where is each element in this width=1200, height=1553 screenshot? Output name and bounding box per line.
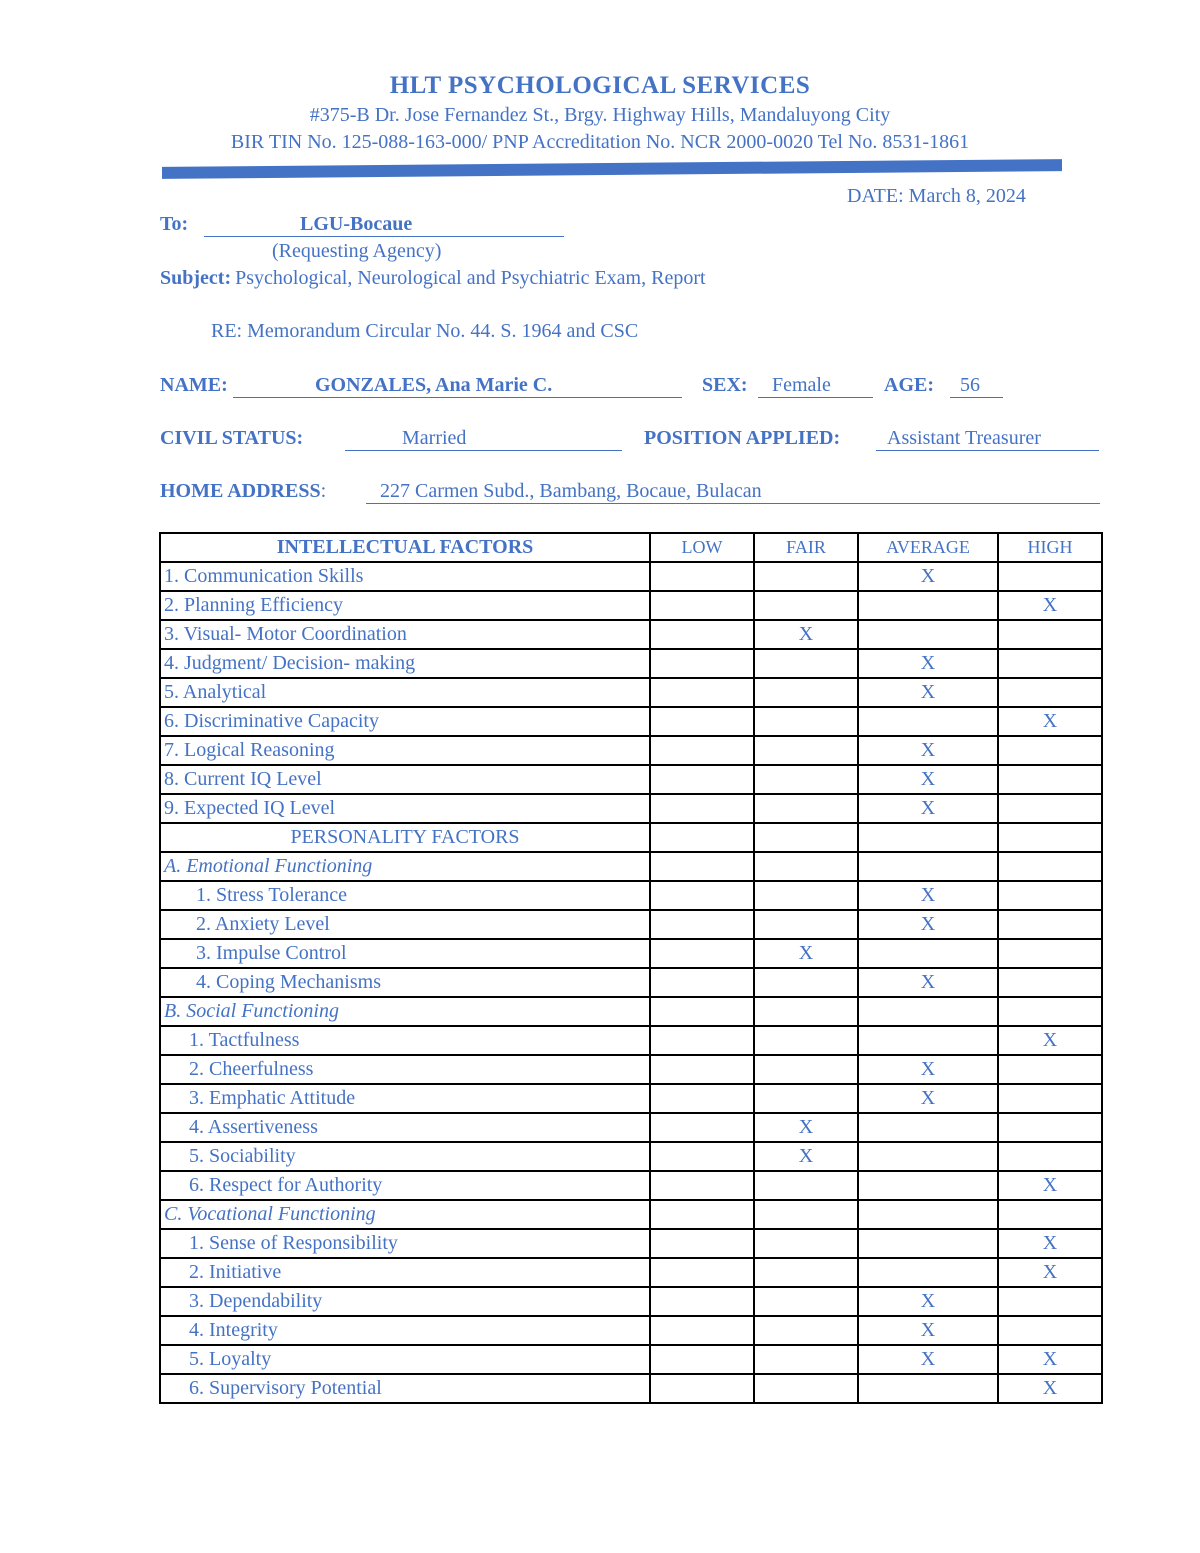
- rating-cell-high: [998, 562, 1102, 591]
- rating-cell-high: X: [998, 1374, 1102, 1403]
- sex-value: Female: [758, 374, 873, 398]
- rating-cell-average: X: [858, 1316, 998, 1345]
- rating-cell-fair: X: [754, 1142, 858, 1171]
- rating-cell-fair: [754, 823, 858, 852]
- home-address-label-group: [160, 480, 326, 503]
- rating-cell-low: [650, 823, 754, 852]
- rating-cell-fair: [754, 1229, 858, 1258]
- rating-cell-fair: [754, 736, 858, 765]
- rating-cell-high: [998, 910, 1102, 939]
- section-label: B. Social Functioning: [160, 997, 650, 1026]
- rating-cell-fair: [754, 852, 858, 881]
- factor-label: 6. Supervisory Potential: [160, 1374, 650, 1403]
- table-heading-row: [160, 823, 1102, 852]
- factor-label: 2. Cheerfulness: [160, 1055, 650, 1084]
- table-row: [160, 1055, 1102, 1084]
- rating-cell-fair: [754, 649, 858, 678]
- rating-cell-low: [650, 707, 754, 736]
- rating-cell-low: [650, 1287, 754, 1316]
- rating-cell-low: [650, 794, 754, 823]
- rating-cell-average: X: [858, 678, 998, 707]
- factor-label: 2. Anxiety Level: [160, 910, 650, 939]
- table-row: [160, 765, 1102, 794]
- factor-label: 1. Tactfulness: [160, 1026, 650, 1055]
- rating-cell-high: [998, 823, 1102, 852]
- report-date: DATE: March 8, 2024: [847, 185, 1026, 207]
- rating-cell-average: [858, 1200, 998, 1229]
- factor-label: 6. Discriminative Capacity: [160, 707, 650, 736]
- rating-cell-low: [650, 1229, 754, 1258]
- rating-cell-average: X: [858, 1055, 998, 1084]
- rating-cell-low: [650, 736, 754, 765]
- table-row: [160, 678, 1102, 707]
- table-row: [160, 1229, 1102, 1258]
- rating-cell-average: [858, 1142, 998, 1171]
- rating-cell-high: X: [998, 1345, 1102, 1374]
- subject-line: [160, 267, 706, 290]
- factor-label: 4. Integrity: [160, 1316, 650, 1345]
- table-row: [160, 968, 1102, 997]
- rating-cell-fair: [754, 1316, 858, 1345]
- age-value: 56: [950, 374, 1003, 398]
- rating-cell-fair: [754, 765, 858, 794]
- table-row: [160, 1287, 1102, 1316]
- table-row: [160, 1113, 1102, 1142]
- factor-label: 8. Current IQ Level: [160, 765, 650, 794]
- table-row: [160, 562, 1102, 591]
- sex-label: SEX:: [702, 374, 748, 396]
- table-row: [160, 1258, 1102, 1287]
- rating-cell-fair: [754, 1026, 858, 1055]
- rating-cell-average: X: [858, 1345, 998, 1374]
- rating-cell-high: [998, 881, 1102, 910]
- factor-label: 6. Respect for Authority: [160, 1171, 650, 1200]
- table-row: [160, 736, 1102, 765]
- rating-cell-low: [650, 852, 754, 881]
- header-divider: [162, 159, 1062, 179]
- civil-status-value: Married: [345, 427, 622, 451]
- rating-cell-fair: [754, 1374, 858, 1403]
- table-row: [160, 1142, 1102, 1171]
- rating-cell-high: [998, 968, 1102, 997]
- rating-cell-average: X: [858, 794, 998, 823]
- rating-cell-low: [650, 1055, 754, 1084]
- rating-cell-fair: X: [754, 939, 858, 968]
- factor-label: 1. Communication Skills: [160, 562, 650, 591]
- rating-cell-high: [998, 649, 1102, 678]
- table-row: [160, 794, 1102, 823]
- rating-cell-average: [858, 1171, 998, 1200]
- table-row: [160, 910, 1102, 939]
- organization-address: #375-B Dr. Jose Fernandez St., Brgy. Highway Hills, Mandaluyong City: [309, 104, 891, 126]
- header-fair: FAIR: [754, 533, 858, 562]
- rating-cell-average: [858, 1374, 998, 1403]
- rating-cell-high: [998, 1142, 1102, 1171]
- rating-cell-low: [650, 910, 754, 939]
- factor-label: 3. Impulse Control: [160, 939, 650, 968]
- rating-cell-average: X: [858, 1084, 998, 1113]
- rating-cell-high: [998, 1200, 1102, 1229]
- organization-registration: BIR TIN No. 125-088-163-000/ PNP Accreditation No. NCR 2000-0020 Tel No. 8531-1861: [230, 131, 970, 153]
- rating-cell-average: X: [858, 765, 998, 794]
- rating-cell-high: X: [998, 1026, 1102, 1055]
- rating-cell-high: X: [998, 1258, 1102, 1287]
- home-address-value: 227 Carmen Subd., Bambang, Bocaue, Bulacan: [366, 480, 1100, 504]
- rating-cell-high: [998, 1084, 1102, 1113]
- table-row: [160, 591, 1102, 620]
- rating-cell-average: X: [858, 910, 998, 939]
- rating-cell-low: [650, 765, 754, 794]
- home-address-label: HOME ADDRESS: [160, 480, 321, 502]
- table-row: [160, 881, 1102, 910]
- rating-cell-low: [650, 1200, 754, 1229]
- rating-cell-low: [650, 1084, 754, 1113]
- header-high: HIGH: [998, 533, 1102, 562]
- rating-cell-fair: [754, 1171, 858, 1200]
- factor-label: 3. Emphatic Attitude: [160, 1084, 650, 1113]
- rating-cell-low: [650, 968, 754, 997]
- rating-cell-average: [858, 1229, 998, 1258]
- factor-label: 5. Loyalty: [160, 1345, 650, 1374]
- rating-cell-low: [650, 1171, 754, 1200]
- rating-cell-high: [998, 1287, 1102, 1316]
- rating-cell-fair: [754, 1258, 858, 1287]
- table-section-row: [160, 997, 1102, 1026]
- rating-cell-fair: [754, 1055, 858, 1084]
- rating-cell-high: X: [998, 707, 1102, 736]
- rating-cell-fair: X: [754, 620, 858, 649]
- table-section-row: [160, 852, 1102, 881]
- table-row: [160, 939, 1102, 968]
- factor-label: 2. Planning Efficiency: [160, 591, 650, 620]
- rating-cell-low: [650, 997, 754, 1026]
- to-label: To:: [160, 213, 189, 235]
- rating-cell-average: X: [858, 881, 998, 910]
- rating-cell-low: [650, 881, 754, 910]
- table-row: [160, 1026, 1102, 1055]
- factor-label: 4. Assertiveness: [160, 1113, 650, 1142]
- rating-cell-low: [650, 939, 754, 968]
- table-row: [160, 1345, 1102, 1374]
- name-value: GONZALES, Ana Marie C.: [233, 374, 682, 398]
- rating-cell-high: [998, 997, 1102, 1026]
- factor-label: 2. Initiative: [160, 1258, 650, 1287]
- rating-cell-fair: [754, 1084, 858, 1113]
- factor-label: 1. Sense of Responsibility: [160, 1229, 650, 1258]
- rating-cell-average: [858, 823, 998, 852]
- rating-cell-low: [650, 1316, 754, 1345]
- table-section-row: [160, 1200, 1102, 1229]
- position-label: POSITION APPLIED:: [644, 427, 841, 449]
- rating-cell-low: [650, 1113, 754, 1142]
- section-label: A. Emotional Functioning: [160, 852, 650, 881]
- rating-cell-fair: [754, 794, 858, 823]
- rating-cell-average: X: [858, 1287, 998, 1316]
- rating-cell-high: [998, 1316, 1102, 1345]
- rating-cell-low: [650, 649, 754, 678]
- rating-cell-high: X: [998, 1229, 1102, 1258]
- factor-label: 7. Logical Reasoning: [160, 736, 650, 765]
- rating-cell-average: X: [858, 968, 998, 997]
- rating-cell-average: X: [858, 562, 998, 591]
- subject-value: Psychological, Neurological and Psychiatric Exam, Report: [235, 267, 706, 289]
- factor-label: 3. Dependability: [160, 1287, 650, 1316]
- table-row: [160, 1316, 1102, 1345]
- rating-cell-average: X: [858, 649, 998, 678]
- rating-cell-fair: [754, 1287, 858, 1316]
- rating-cell-high: [998, 765, 1102, 794]
- rating-cell-average: X: [858, 736, 998, 765]
- position-value: Assistant Treasurer: [876, 427, 1099, 451]
- rating-cell-low: [650, 1345, 754, 1374]
- rating-cell-low: [650, 678, 754, 707]
- rating-cell-fair: [754, 562, 858, 591]
- table-row: [160, 649, 1102, 678]
- rating-cell-high: [998, 794, 1102, 823]
- re-line: RE: Memorandum Circular No. 44. S. 1964 and CSC: [211, 320, 639, 342]
- age-label: AGE:: [884, 374, 934, 396]
- rating-cell-average: [858, 1026, 998, 1055]
- name-label: NAME:: [160, 374, 228, 396]
- table-row: [160, 620, 1102, 649]
- rating-cell-fair: [754, 707, 858, 736]
- rating-cell-low: [650, 1026, 754, 1055]
- table-header-row: [160, 533, 1102, 562]
- rating-cell-fair: [754, 997, 858, 1026]
- rating-cell-average: [858, 939, 998, 968]
- rating-cell-high: [998, 678, 1102, 707]
- factor-label: 1. Stress Tolerance: [160, 881, 650, 910]
- factor-label: 5. Analytical: [160, 678, 650, 707]
- rating-cell-high: X: [998, 1171, 1102, 1200]
- rating-cell-low: [650, 1258, 754, 1287]
- rating-cell-fair: [754, 968, 858, 997]
- rating-cell-low: [650, 1142, 754, 1171]
- header-intellectual-factors: INTELLECTUAL FACTORS: [160, 533, 650, 562]
- organization-name: HLT PSYCHOLOGICAL SERVICES: [389, 72, 811, 99]
- table-row: [160, 1171, 1102, 1200]
- rating-cell-fair: [754, 1345, 858, 1374]
- rating-cell-fair: [754, 881, 858, 910]
- rating-cell-average: [858, 1113, 998, 1142]
- rating-cell-average: [858, 1258, 998, 1287]
- group-heading: PERSONALITY FACTORS: [160, 823, 650, 852]
- rating-cell-average: [858, 997, 998, 1026]
- rating-cell-fair: X: [754, 1113, 858, 1142]
- rating-cell-average: [858, 852, 998, 881]
- header-low: LOW: [650, 533, 754, 562]
- rating-cell-fair: [754, 1200, 858, 1229]
- factor-label: 5. Sociability: [160, 1142, 650, 1171]
- table-row: [160, 1084, 1102, 1113]
- rating-cell-high: [998, 1113, 1102, 1142]
- section-label: C. Vocational Functioning: [160, 1200, 650, 1229]
- to-value: LGU-Bocaue: [204, 213, 564, 237]
- rating-cell-fair: [754, 910, 858, 939]
- header-average: AVERAGE: [858, 533, 998, 562]
- home-address-colon: :: [320, 480, 327, 502]
- rating-cell-high: [998, 736, 1102, 765]
- rating-cell-average: [858, 620, 998, 649]
- rating-cell-low: [650, 1374, 754, 1403]
- rating-cell-high: X: [998, 591, 1102, 620]
- table-row: [160, 1374, 1102, 1403]
- subject-label: Subject:: [160, 267, 232, 289]
- factor-label: 4. Judgment/ Decision- making: [160, 649, 650, 678]
- evaluation-table: [159, 532, 1103, 1404]
- rating-cell-high: [998, 939, 1102, 968]
- to-caption: (Requesting Agency): [272, 240, 442, 262]
- rating-cell-fair: [754, 678, 858, 707]
- rating-cell-high: [998, 1055, 1102, 1084]
- rating-cell-low: [650, 562, 754, 591]
- factor-label: 9. Expected IQ Level: [160, 794, 650, 823]
- rating-cell-high: [998, 620, 1102, 649]
- civil-status-label: CIVIL STATUS:: [160, 427, 304, 449]
- factor-label: 4. Coping Mechanisms: [160, 968, 650, 997]
- rating-cell-low: [650, 591, 754, 620]
- rating-cell-fair: [754, 591, 858, 620]
- rating-cell-average: [858, 707, 998, 736]
- rating-cell-low: [650, 620, 754, 649]
- rating-cell-average: [858, 591, 998, 620]
- table-row: [160, 707, 1102, 736]
- factor-label: 3. Visual- Motor Coordination: [160, 620, 650, 649]
- rating-cell-high: [998, 852, 1102, 881]
